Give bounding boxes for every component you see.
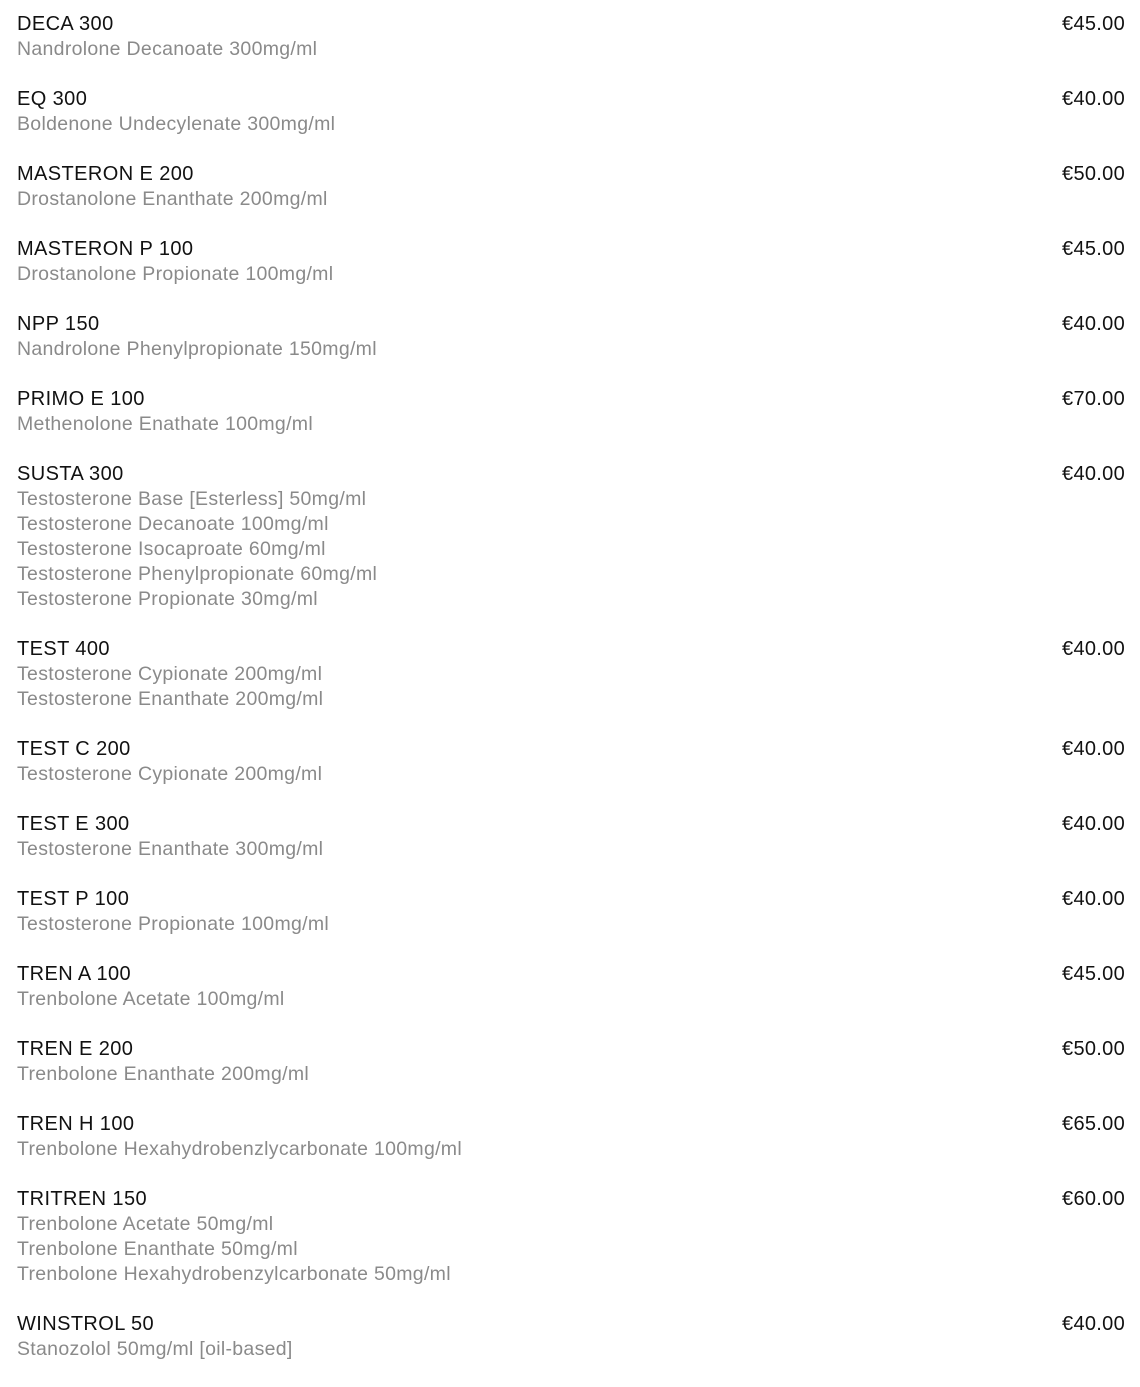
product-name: MASTERON E 200 bbox=[17, 163, 194, 185]
product-name: TREN E 200 bbox=[17, 1038, 134, 1060]
product-ingredient: Testosterone Phenylpropionate 60mg/ml bbox=[17, 563, 378, 585]
product-price: €70.00 bbox=[1062, 388, 1125, 410]
product-price: €45.00 bbox=[1062, 13, 1125, 35]
product-ingredient: Methenolone Enathate 100mg/ml bbox=[17, 413, 313, 435]
product-ingredient: Nandrolone Phenylpropionate 150mg/ml bbox=[17, 338, 377, 360]
product-price: €65.00 bbox=[1062, 1113, 1125, 1135]
product-item bbox=[17, 312, 1125, 362]
product-price: €40.00 bbox=[1062, 738, 1125, 760]
product-price: €40.00 bbox=[1062, 638, 1125, 660]
product-item bbox=[17, 1187, 1125, 1287]
product-name: SUSTA 300 bbox=[17, 463, 124, 485]
product-item bbox=[17, 237, 1125, 287]
product-ingredient: Drostanolone Enanthate 200mg/ml bbox=[17, 188, 328, 210]
product-name: TEST 400 bbox=[17, 638, 110, 660]
product-name: NPP 150 bbox=[17, 313, 100, 335]
product-ingredient: Testosterone Isocaproate 60mg/ml bbox=[17, 538, 326, 560]
product-name: WINSTROL 50 bbox=[17, 1313, 155, 1335]
product-price: €50.00 bbox=[1062, 163, 1125, 185]
product-ingredient: Testosterone Base [Esterless] 50mg/ml bbox=[17, 488, 367, 510]
product-item bbox=[17, 962, 1125, 1012]
product-item bbox=[17, 462, 1125, 612]
product-name: TEST P 100 bbox=[17, 888, 130, 910]
product-price: €40.00 bbox=[1062, 463, 1125, 485]
product-name: PRIMO E 100 bbox=[17, 388, 145, 410]
product-ingredient: Trenbolone Acetate 100mg/ml bbox=[17, 988, 285, 1010]
product-ingredient: Nandrolone Decanoate 300mg/ml bbox=[17, 38, 318, 60]
product-ingredient: Trenbolone Hexahydrobenzlycarbonate 100mg/ml bbox=[17, 1138, 462, 1160]
product-name: MASTERON P 100 bbox=[17, 238, 194, 260]
product-ingredient: Testosterone Decanoate 100mg/ml bbox=[17, 513, 329, 535]
product-ingredient: Testosterone Cypionate 200mg/ml bbox=[17, 763, 323, 785]
product-name: TREN A 100 bbox=[17, 963, 132, 985]
product-item bbox=[17, 162, 1125, 212]
product-ingredient: Trenbolone Enanthate 50mg/ml bbox=[17, 1238, 298, 1260]
product-item bbox=[17, 12, 1125, 62]
product-name: TRITREN 150 bbox=[17, 1188, 147, 1210]
product-name: DECA 300 bbox=[17, 13, 114, 35]
product-ingredient: Trenbolone Acetate 50mg/ml bbox=[17, 1213, 274, 1235]
product-name: TREN H 100 bbox=[17, 1113, 135, 1135]
product-item bbox=[17, 1112, 1125, 1162]
product-price: €40.00 bbox=[1062, 313, 1125, 335]
product-price: €40.00 bbox=[1062, 1313, 1125, 1335]
product-price: €50.00 bbox=[1062, 1038, 1125, 1060]
product-ingredient: Boldenone Undecylenate 300mg/ml bbox=[17, 113, 336, 135]
product-price: €40.00 bbox=[1062, 88, 1125, 110]
product-price: €40.00 bbox=[1062, 888, 1125, 910]
product-ingredient: Testosterone Enanthate 200mg/ml bbox=[17, 688, 324, 710]
product-price: €60.00 bbox=[1062, 1188, 1125, 1210]
product-price-list bbox=[17, 12, 1125, 1387]
product-name: TEST E 300 bbox=[17, 813, 130, 835]
product-item bbox=[17, 737, 1125, 787]
product-ingredient: Testosterone Cypionate 200mg/ml bbox=[17, 663, 323, 685]
product-ingredient: Trenbolone Hexahydrobenzylcarbonate 50mg/ml bbox=[17, 1263, 451, 1285]
product-ingredient: Testosterone Propionate 30mg/ml bbox=[17, 588, 318, 610]
product-ingredient: Testosterone Enanthate 300mg/ml bbox=[17, 838, 324, 860]
product-name: TEST C 200 bbox=[17, 738, 131, 760]
product-item bbox=[17, 637, 1125, 712]
product-price: €45.00 bbox=[1062, 238, 1125, 260]
product-ingredient: Drostanolone Propionate 100mg/ml bbox=[17, 263, 334, 285]
product-item bbox=[17, 887, 1125, 937]
product-name: EQ 300 bbox=[17, 88, 88, 110]
product-item bbox=[17, 1312, 1125, 1362]
product-ingredient: Stanozolol 50mg/ml [oil-based] bbox=[17, 1338, 293, 1360]
product-ingredient: Testosterone Propionate 100mg/ml bbox=[17, 913, 330, 935]
product-item bbox=[17, 387, 1125, 437]
product-price: €40.00 bbox=[1062, 813, 1125, 835]
product-price: €45.00 bbox=[1062, 963, 1125, 985]
product-item bbox=[17, 1037, 1125, 1087]
product-ingredient: Trenbolone Enanthate 200mg/ml bbox=[17, 1063, 309, 1085]
product-item bbox=[17, 87, 1125, 137]
product-item bbox=[17, 812, 1125, 862]
